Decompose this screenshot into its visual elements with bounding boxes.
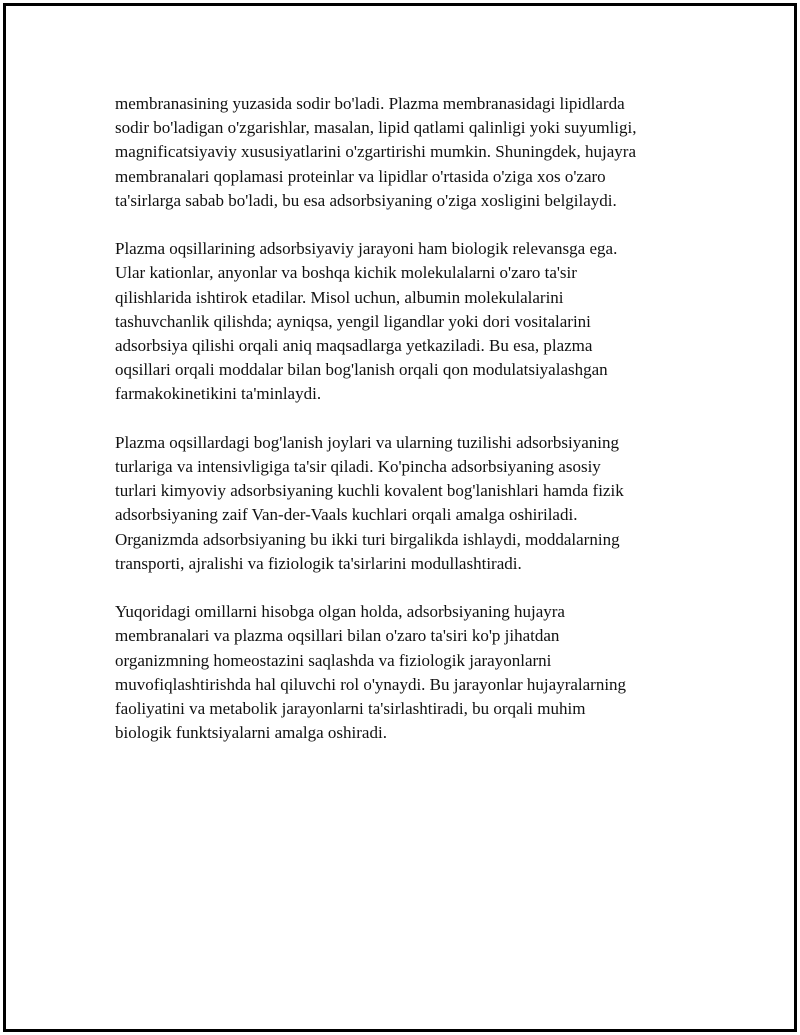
paragraph-4: Yuqoridagi omillarni hisobga olgan holda, adsorbsiyaning hujayra membranalari va plazma oqsillari bilan o'zaro ta'siri ko'p jihatdan organizmning homeostazini saqlashda va fiziologik jarayonlarni muvofiqlashtirishda hal qiluvchi rol o'ynaydi. Bu jarayonlar hujayralarning faoliyatini va metabolik jarayonlarni ta'sirlashtiradi, bu orqali muhim biologik funktsiyalarni amalga oshiradi. [115,602,627,743]
paragraph-1: membranasining yuzasida sodir bo'ladi. Plazma membranasidagi lipidlarda sodir bo'ladigan o'zgarishlar, masalan, lipid qatlami qalinligi yoki suyumligi, magnificatsiyaviy xususiyatlarini o'zgartirishi mumkin. Shuningdek, hujayra membranalari qoplamasi proteinlar va lipidlar o'rtasida o'ziga xos o'zaro ta'sirlarga sabab bo'ladi, bu esa adsorbsiyaning o'ziga xosligini belgilaydi. [115,94,637,210]
paragraph-2: Plazma oqsillarining adsorbsiyaviy jarayoni ham biologik relevansga ega. Ular kationlar, anyonlar va boshqa kichik molekulalarni o'zaro ta'sir qilishlarida ishtirok etadilar. Misol uchun, albumin molekulalarini tashuvchanlik qilishda; ayniqsa, yengil ligandlar yoki dori vositalarini adsorbsiya qilishi orqali aniq maqsadlarga yetkaziladi. Bu esa, plazma oqsillari orqali moddalar bilan bog'lanish orqali qon modulatsiyalashgan farmakokinetikini ta'minlaydi. [115,239,618,404]
paragraph-3: Plazma oqsillardagi bog'lanish joylari va ularning tuzilishi adsorbsiyaning turlariga va intensivligiga ta'sir qiladi. Ko'pincha adsorbsiyaning asosiy turlari kimyoviy adsorbsiyaning kuchli kovalent bog'lanishlari hamda fizik adsorbsiyaning zaif Van-der-Vaals kuchlari orqali amalga oshiriladi. Organizmda adsorbsiyaning bu ikki turi birgalikda ishlaydi, moddalarning transporti, ajralishi va fiziologik ta'sirlarini modullashtiradi. [115,432,624,573]
page-body [115,92,695,770]
